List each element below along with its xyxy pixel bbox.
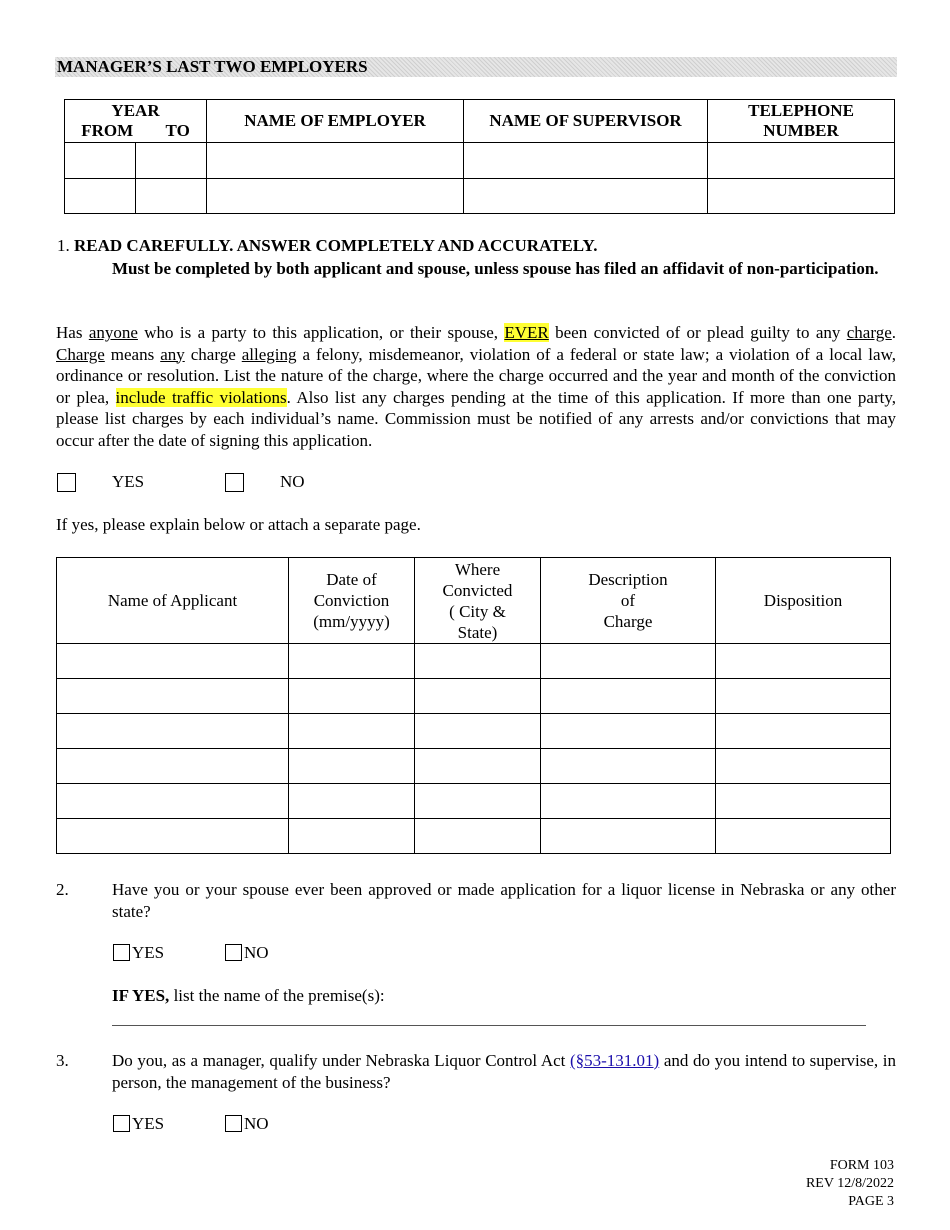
cell[interactable] bbox=[541, 749, 716, 784]
q1-no-checkbox[interactable] bbox=[225, 473, 244, 492]
q3-no-checkbox[interactable] bbox=[225, 1115, 242, 1132]
col-name-of-applicant: Name of Applicant bbox=[57, 558, 289, 644]
cell[interactable] bbox=[289, 679, 415, 714]
highlight-ever: EVER bbox=[504, 323, 549, 342]
text-run: means bbox=[104, 344, 161, 364]
q2-no-label: NO bbox=[244, 943, 269, 962]
header-line: Description bbox=[588, 570, 668, 589]
cell[interactable] bbox=[716, 784, 891, 819]
text-run: Do you, as a manager, qualify under Nebraska Liquor Control Act bbox=[112, 1051, 570, 1070]
text-run: . Also list any charges pending at the time of this application. If more than one party, please list charges by each individual’s name. Commission must be notified of any arrests and/or convictions that may occur after the date of signing this application. bbox=[56, 387, 897, 450]
section-title: MANAGER’S LAST TWO EMPLOYERS bbox=[55, 57, 897, 77]
cell[interactable] bbox=[415, 679, 541, 714]
col-where-convicted bbox=[415, 558, 541, 644]
q3-text bbox=[112, 1050, 896, 1094]
supervisor-cell[interactable] bbox=[464, 179, 708, 214]
conviction-table bbox=[56, 557, 891, 854]
cell[interactable] bbox=[57, 819, 289, 854]
q2-if-yes-rest: list the name of the premise(s): bbox=[169, 986, 385, 1005]
supervisor-cell[interactable] bbox=[464, 143, 708, 179]
q2-yes-label: YES bbox=[132, 943, 165, 962]
year-from-cell[interactable] bbox=[65, 143, 136, 179]
col-description-of-charge bbox=[541, 558, 716, 644]
underlined-charge-2: Charge bbox=[56, 344, 105, 364]
q1-number: 1. bbox=[57, 236, 70, 255]
employers-table bbox=[64, 99, 895, 214]
employer-header: NAME OF EMPLOYER bbox=[207, 100, 464, 143]
cell[interactable] bbox=[415, 749, 541, 784]
cell[interactable] bbox=[57, 714, 289, 749]
header-line: of bbox=[620, 591, 636, 610]
table-row bbox=[57, 784, 891, 819]
underlined-alleging: alleging bbox=[241, 344, 297, 364]
form-number: FORM 103 bbox=[829, 1158, 894, 1173]
cell[interactable] bbox=[716, 819, 891, 854]
table-row bbox=[57, 679, 891, 714]
q1-no-label: NO bbox=[280, 472, 305, 491]
q3-no-label: NO bbox=[244, 1114, 269, 1133]
cell[interactable] bbox=[289, 749, 415, 784]
employer-cell[interactable] bbox=[207, 143, 464, 179]
header-line: ( City & bbox=[449, 601, 506, 621]
cell[interactable] bbox=[415, 784, 541, 819]
q2-premise-answer-line[interactable] bbox=[112, 1025, 866, 1026]
cell[interactable] bbox=[541, 644, 716, 679]
q1-yes-checkbox[interactable] bbox=[57, 473, 76, 492]
table-row bbox=[57, 644, 891, 679]
cell[interactable] bbox=[289, 714, 415, 749]
cell[interactable] bbox=[541, 819, 716, 854]
underlined-anyone: anyone bbox=[88, 323, 138, 342]
q2-yes-checkbox[interactable] bbox=[113, 944, 130, 961]
text-run: . bbox=[891, 323, 897, 342]
supervisor-header: NAME OF SUPERVISOR bbox=[464, 100, 708, 143]
text-run: and do you intend to supervise, in person, the management of the business? bbox=[112, 1051, 896, 1092]
q2-if-yes-line bbox=[112, 986, 385, 1006]
cell[interactable] bbox=[57, 679, 289, 714]
highlight-traffic: include traffic violations bbox=[115, 387, 287, 407]
text-run: charge bbox=[184, 344, 242, 364]
q1-heading: READ CAREFULLY. ANSWER COMPLETELY AND ACCURATELY. bbox=[74, 236, 598, 255]
table-row bbox=[57, 749, 891, 784]
cell[interactable] bbox=[415, 819, 541, 854]
underlined-charge: charge bbox=[846, 323, 892, 342]
header-line: Date of bbox=[326, 570, 377, 589]
table-row bbox=[65, 143, 895, 179]
header-line: Convicted bbox=[442, 580, 513, 600]
header-line: Where bbox=[454, 559, 501, 579]
header-line: State) bbox=[457, 622, 498, 642]
telephone-header bbox=[708, 100, 895, 143]
text-run: been convicted of or plead guilty to any bbox=[548, 323, 847, 342]
cell[interactable] bbox=[541, 679, 716, 714]
header-line: Conviction bbox=[313, 591, 390, 610]
table-row bbox=[57, 819, 891, 854]
cell[interactable] bbox=[415, 644, 541, 679]
q3-yes-label: YES bbox=[132, 1114, 165, 1133]
cell[interactable] bbox=[57, 784, 289, 819]
col-disposition: Disposition bbox=[716, 558, 891, 644]
cell[interactable] bbox=[415, 714, 541, 749]
from-label: FROM bbox=[81, 121, 134, 140]
q2-no-checkbox[interactable] bbox=[225, 944, 242, 961]
q1-subheading: Must be completed by both applicant and spouse, unless spouse has filed an affidavit of non-participation. bbox=[112, 259, 879, 278]
header-line: Charge bbox=[603, 612, 653, 631]
cell[interactable] bbox=[716, 714, 891, 749]
to-label: TO bbox=[165, 121, 190, 140]
header-line: (mm/yyyy) bbox=[313, 612, 390, 631]
year-to-cell[interactable] bbox=[136, 143, 207, 179]
q1-yes-label: YES bbox=[112, 472, 145, 491]
text-run: who is a party to this application, or their spouse, bbox=[137, 323, 505, 342]
q3-yes-checkbox[interactable] bbox=[113, 1115, 130, 1132]
cell[interactable] bbox=[289, 819, 415, 854]
q1-explain-text: If yes, please explain below or attach a separate page. bbox=[56, 515, 421, 534]
form-revision: REV 12/8/2022 bbox=[805, 1176, 894, 1191]
form-footer bbox=[806, 1157, 894, 1211]
cell[interactable] bbox=[289, 644, 415, 679]
year-label: YEAR bbox=[111, 101, 160, 120]
q1-heading-line bbox=[57, 236, 598, 256]
q1-paragraph bbox=[56, 322, 896, 451]
cell[interactable] bbox=[541, 714, 716, 749]
q2-if-yes-bold: IF YES, bbox=[112, 986, 170, 1005]
cell[interactable] bbox=[716, 749, 891, 784]
q2-number: 2. bbox=[56, 880, 69, 899]
page-number: PAGE 3 bbox=[848, 1194, 894, 1209]
cell[interactable] bbox=[57, 749, 289, 784]
telephone-cell[interactable] bbox=[708, 143, 895, 179]
q3-number: 3. bbox=[56, 1051, 69, 1070]
cell[interactable] bbox=[289, 784, 415, 819]
text-run: a felony, misdemeanor, violation of a federal or state law; a violation of a local law, ordinance or resolution. List the nature of the charge, where the charge occurred and the year and month of the conviction or plea, bbox=[56, 344, 896, 407]
table-row bbox=[65, 179, 895, 214]
year-header bbox=[65, 100, 207, 143]
cell[interactable] bbox=[541, 784, 716, 819]
underlined-any: any bbox=[160, 344, 185, 364]
cell[interactable] bbox=[716, 644, 891, 679]
employer-cell[interactable] bbox=[207, 179, 464, 214]
q2-text: Have you or your spouse ever been approved or made application for a liquor license in Nebraska or any other state? bbox=[112, 880, 896, 921]
year-from-cell[interactable] bbox=[65, 179, 136, 214]
text-run: Has bbox=[56, 323, 89, 342]
cell[interactable] bbox=[716, 679, 891, 714]
cell[interactable] bbox=[57, 644, 289, 679]
col-date-of-conviction bbox=[289, 558, 415, 644]
year-to-cell[interactable] bbox=[136, 179, 207, 214]
statute-link[interactable]: (§53-131.01) bbox=[569, 1051, 660, 1070]
telephone-label-1: TELEPHONE bbox=[748, 101, 854, 120]
table-row bbox=[57, 714, 891, 749]
telephone-cell[interactable] bbox=[708, 179, 895, 214]
telephone-label-2: NUMBER bbox=[763, 121, 839, 140]
